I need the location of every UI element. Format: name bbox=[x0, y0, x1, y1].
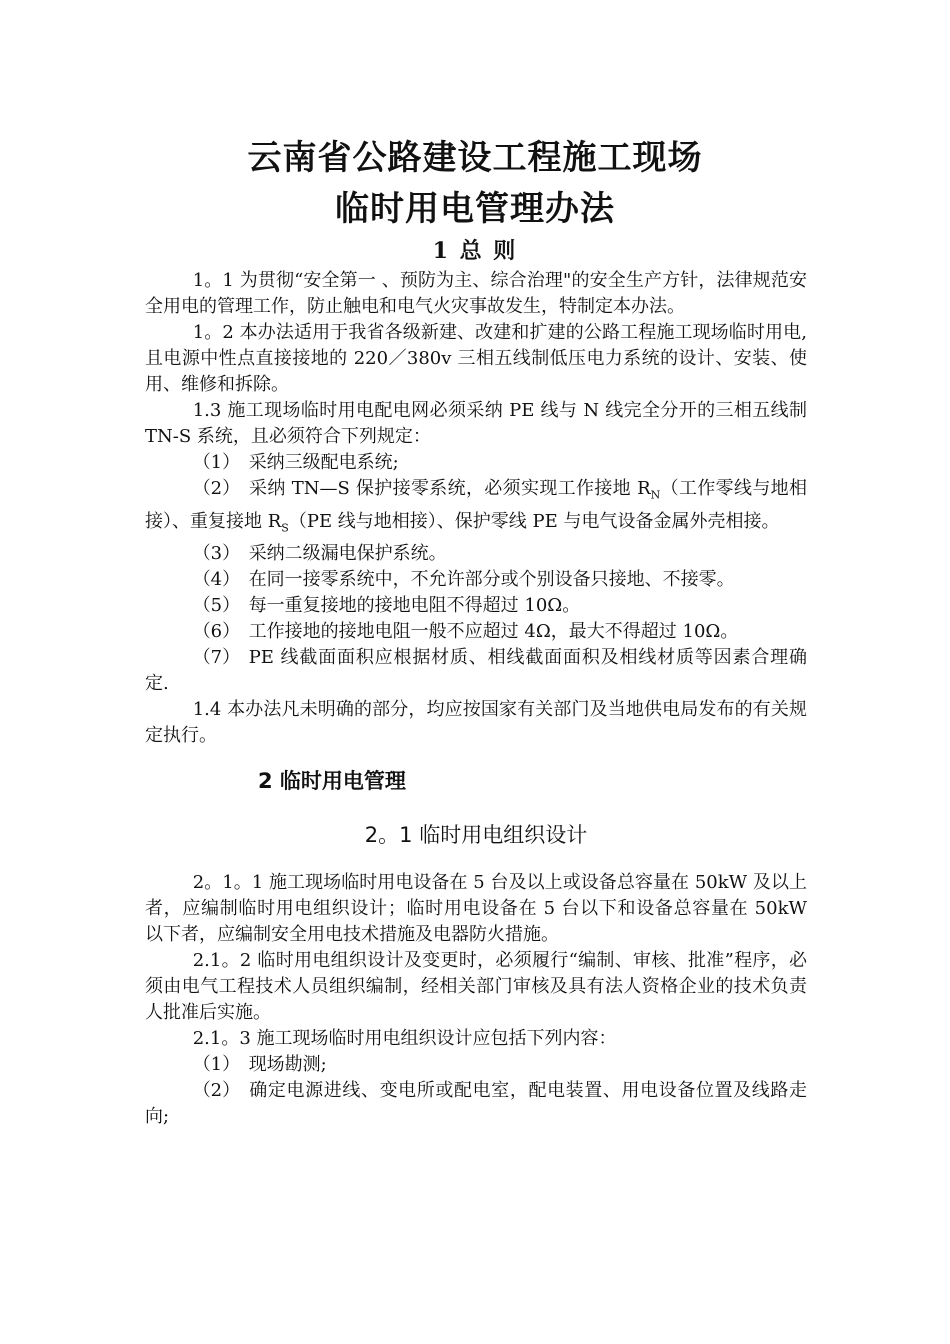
list-item: （2） 确定电源进线、变电所或配电室，配电装置、用电设备位置及线路走向; bbox=[145, 1080, 807, 1128]
paragraph-1-2: 1。2 本办法适用于我省各级新建、改建和扩建的公路工程施工现场临时用电,且电源中性点直接接地的 220／380v 三相五线制低压电力系统的设计、安装、使用、维修和拆除。 bbox=[145, 322, 807, 395]
section2-heading: 2 临时用电管理 bbox=[258, 769, 406, 794]
paragraph-1-3: 1.3 施工现场临时用电配电网必须采纳 PE 线与 N 线完全分开的三相五线制 TN-S 系统，且必须符合下列规定： bbox=[145, 400, 807, 447]
document-title-line2: 临时用电管理办法 bbox=[335, 189, 615, 229]
list-item: （3） 采纳二级漏电保护系统。 bbox=[192, 543, 447, 565]
paragraph-1-1: 1。1 为贯彻“安全第一 、预防为主、综合治理"的安全生产方针，法律规范安全用电的管理工作，防止触电和电气火灾事故发生，特制定本办法。 bbox=[145, 270, 807, 317]
list-item: （7） PE 线截面面积应根据材质、相线截面面积及相线材质等因素合理确定. bbox=[145, 647, 807, 695]
paragraph-2-1-1: 2。1。1 施工现场临时用电设备在 5 台及以上或设备总容量在 50kW 及以上者，应编制临时用电组织设计；临时用电设备在 5 台以下和设备总容量在 50kW 以下者，应编制安全用电技术措施及电器防火措施。 bbox=[145, 872, 807, 946]
paragraph-2-1-3: 2.1。3 施工现场临时用电组织设计应包括下列内容： bbox=[192, 1028, 617, 1050]
document-title-line1: 云南省公路建设工程施工现场 bbox=[247, 138, 703, 178]
list-item: （1） 采纳三级配电系统; bbox=[192, 452, 399, 473]
paragraph-2-1-2: 2.1。2 临时用电组织设计及变更时，必须履行“编制、审核、批准”程序，必须由电气工程技术人员组织编制，经相关部门审核及具有法人资格企业的技术负责人批准后实施。 bbox=[145, 950, 807, 1024]
section1-heading: 1 总 则 bbox=[432, 238, 518, 264]
list-item: （5） 每一重复接地的接地电阻不得超过 10Ω。 bbox=[192, 595, 581, 617]
list-item: （2） 采纳 TN—S 保护接零系统，必须实现工作接地 $R_N$（工作零线与地相接）、重复接地 $R_S(PE$ 线与地相接）、保护零线 PE 与电气设备金属外壳相接。 bbox=[145, 478, 808, 535]
list-item: （4） 在同一接零系统中，不允许部分或个别设备只接地、不接零。 bbox=[192, 569, 735, 591]
list-item: （1） 现场勘测; bbox=[192, 1054, 327, 1076]
paragraph-1-4: 1.4 本办法凡未明确的部分，均应按国家有关部门及当地供电局发布的有关规定执行。 bbox=[145, 699, 807, 747]
section2-1-heading: 2。1 临时用电组织设计 bbox=[364, 823, 588, 848]
list-item: （6） 工作接地的接地电阻一般不应超过 4Ω，最大不得超过 10Ω。 bbox=[192, 621, 739, 643]
document-body bbox=[145, 268, 807, 1130]
